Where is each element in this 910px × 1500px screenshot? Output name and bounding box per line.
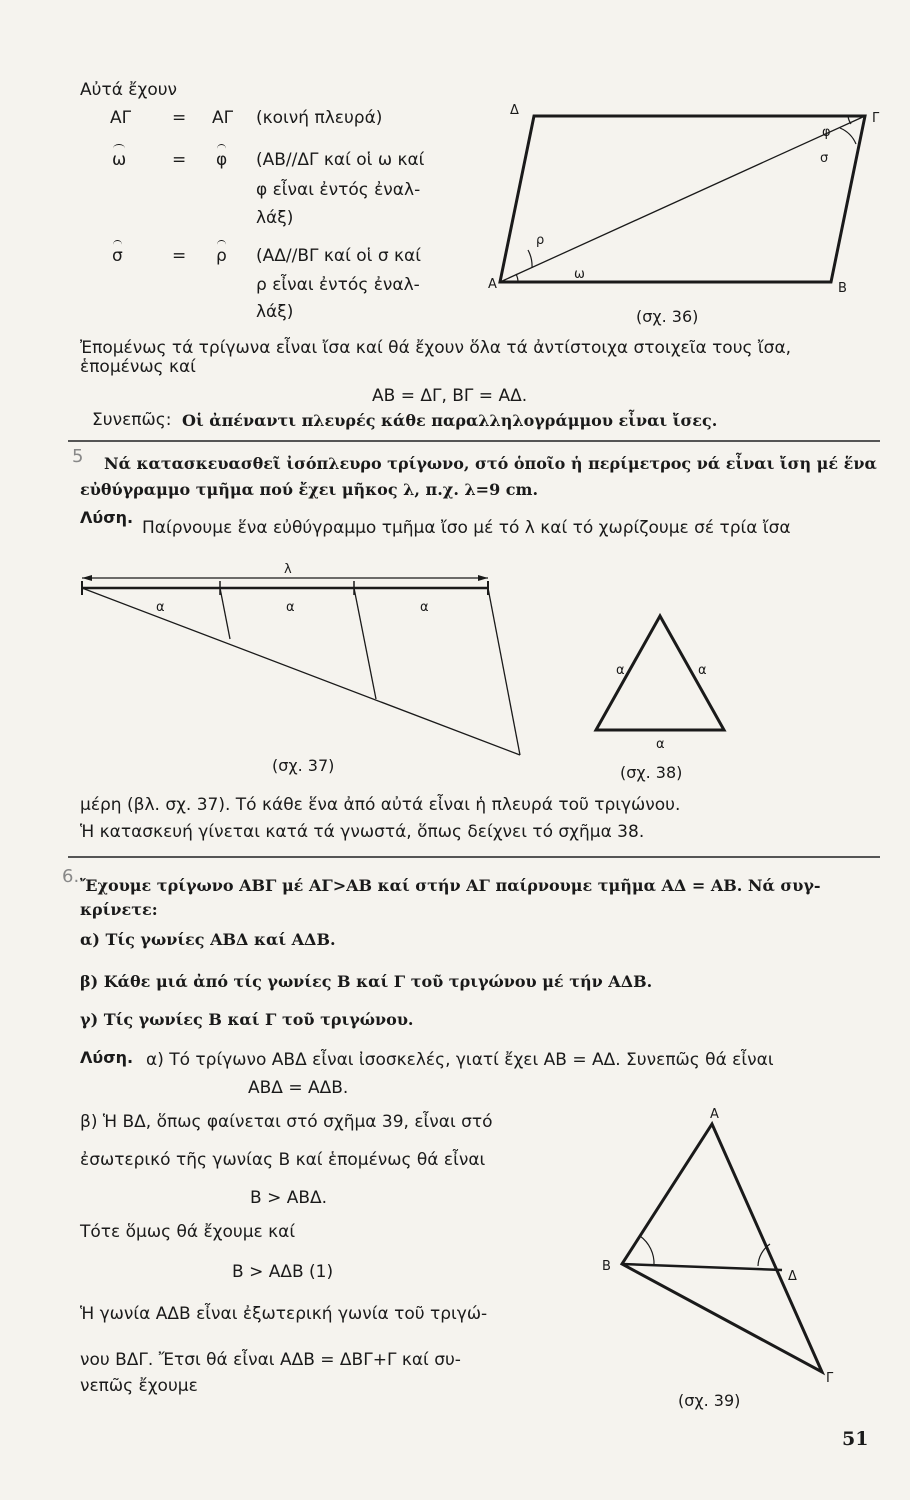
label-lambda: λ	[284, 562, 292, 577]
angle-rho: ρ	[536, 233, 545, 248]
text-line: Αὐτά ἔχουν	[80, 80, 178, 100]
section-divider	[68, 440, 880, 442]
label-a: α	[286, 600, 295, 615]
label-b: Β	[602, 1259, 611, 1274]
figure-39	[590, 1100, 850, 1420]
text-line: μέρη (βλ. σχ. 37). Τό κάθε ἕνα ἀπό αὐτά εἶναι ἡ πλευρά τοῦ τριγώνου.	[80, 795, 681, 815]
text-line: σ	[112, 246, 123, 266]
text-line: γ) Τίς γωνίες Β καί Γ τοῦ τριγώνου.	[80, 1010, 414, 1029]
text-line: ΑΒΔ = ΑΔΒ.	[248, 1078, 349, 1098]
text-line: νεπῶς ἔχουμε	[80, 1376, 198, 1396]
label-g: Γ	[872, 111, 880, 126]
text-line: ΑΓ	[212, 108, 234, 128]
text-line: ρ εἶναι ἐντός ἐναλ-	[256, 275, 420, 295]
text-line: α) Τίς γωνίες ΑΒΔ καί ΑΔΒ.	[80, 930, 336, 949]
text-line: Ἡ γωνία ΑΔΒ εἶναι ἐξωτερική γωνία τοῦ τριγώ-	[80, 1304, 488, 1324]
text-line: κρίνετε:	[80, 900, 158, 919]
text-line: β) Κάθε μιά ἀπό τίς γωνίες Β καί Γ τοῦ τριγώνου μέ τήν ΑΔΒ.	[80, 972, 653, 991]
text-line: ἑπομένως καί	[80, 357, 196, 377]
text-line: λάξ)	[256, 302, 294, 322]
text-line: Ἔχουμε τρίγωνο ΑΒΓ μέ ΑΓ>ΑΒ καί στήν ΑΓ παίρνουμε τμῆμα ΑΔ = ΑΒ. Νά συγ-	[80, 876, 821, 895]
text-line: Συνεπῶς:	[92, 410, 172, 430]
solution-label: Λύση.	[80, 1048, 134, 1067]
label-b: Β	[838, 281, 847, 296]
text-line: (ΑΔ//ΒΓ καί οἱ σ καί	[256, 246, 421, 266]
text-line: ΑΓ	[110, 108, 132, 128]
section-divider	[68, 856, 880, 858]
figure-36	[470, 100, 890, 330]
text-line: ω	[112, 150, 127, 170]
text-line: νου ΒΔΓ. Ἔτσι θά εἶναι ΑΔΒ = ΔΒΓ+Γ καί συ-	[80, 1350, 461, 1370]
text-line: α) Τό τρίγωνο ΑΒΔ εἶναι ἰσοσκελές, γιατί ἔχει ΑΒ = ΑΔ. Συνεπῶς θά εἶναι	[146, 1050, 774, 1070]
text-line: Β > ΑΒΔ.	[250, 1188, 328, 1208]
text-line: Ἐπομένως τά τρίγωνα εἶναι ἴσα καί θά ἔχουν ὅλα τά ἀντίστοιχα στοιχεῖα τους ἴσα,	[80, 338, 792, 358]
label-d: Δ	[788, 1269, 797, 1284]
problem-number: 5	[72, 446, 84, 467]
label-a: Α	[710, 1107, 719, 1122]
caption: (σχ. 38)	[620, 763, 683, 782]
label-a: α	[616, 663, 625, 678]
text-line: εὐθύγραμμο τμῆμα πού ἔχει μῆκος λ, π.χ. λ=9 cm.	[80, 480, 539, 499]
text-line: ρ	[216, 246, 227, 266]
text-line: =	[172, 108, 187, 128]
text-line: Οἱ ἀπέναντι πλευρές κάθε παραλληλογράμμου εἶναι ἴσες.	[182, 411, 718, 430]
angle-phi: φ	[822, 125, 831, 140]
text-line: Ἡ κατασκευή γίνεται κατά τά γνωστά, ὅπως δείχνει τό σχῆμα 38.	[80, 822, 645, 842]
solution-label: Λύση.	[80, 508, 134, 527]
caption: (σχ. 37)	[272, 756, 335, 775]
diagonal-ag	[500, 116, 865, 282]
text-line: Νά κατασκευασθεῖ ἰσόπλευρο τρίγωνο, στό ὁποῖο ἡ περίμετρος νά εἶναι ἴση μέ ἕνα	[104, 454, 877, 473]
label-a: α	[156, 600, 165, 615]
text-line: Τότε ὅμως θά ἔχουμε καί	[80, 1222, 296, 1242]
text-line: =	[172, 150, 187, 170]
text-line: Παίρνουμε ἕνα εὐθύγραμμο τμῆμα ἴσο μέ τό λ καί τό χωρίζουμε σέ τρία ἴσα	[142, 518, 791, 538]
caption: (σχ. 39)	[678, 1391, 741, 1410]
angle-omega: ω	[574, 267, 585, 282]
caption: (σχ. 36)	[636, 307, 699, 326]
label-a: Α	[488, 277, 497, 292]
text-line: Β > ΑΔΒ (1)	[232, 1262, 334, 1282]
text-line: β) Ἡ ΒΔ, ὅπως φαίνεται στό σχῆμα 39, εἶναι στό	[80, 1112, 493, 1132]
label-g: Γ	[826, 1371, 834, 1386]
problem-number: 6.	[62, 866, 80, 887]
figure-37	[80, 555, 540, 785]
text-line: =	[172, 246, 187, 266]
auxiliary-ray	[82, 588, 520, 755]
text-line: φ εἶναι ἐντός ἐναλ-	[256, 180, 421, 200]
triangle-abg	[622, 1124, 822, 1372]
angle-sigma: σ	[820, 151, 829, 166]
label-a: α	[420, 600, 429, 615]
text-line: ἐσωτερικό τῆς γωνίας Β καί ἑπομένως θά εἶναι	[80, 1150, 486, 1170]
text-line: φ	[216, 150, 228, 170]
page-number: 51	[842, 1428, 869, 1450]
text-line: (κοινή πλευρά)	[256, 108, 383, 128]
label-a: α	[698, 663, 707, 678]
figure-38	[580, 608, 740, 788]
label-d: Δ	[510, 103, 519, 118]
label-a: α	[656, 737, 665, 752]
text-line: (ΑΒ//ΔΓ καί οἱ ω καί	[256, 150, 425, 170]
text-line: λάξ)	[256, 208, 294, 228]
text-line: ΑΒ = ΔΓ, ΒΓ = ΑΔ.	[372, 386, 528, 406]
